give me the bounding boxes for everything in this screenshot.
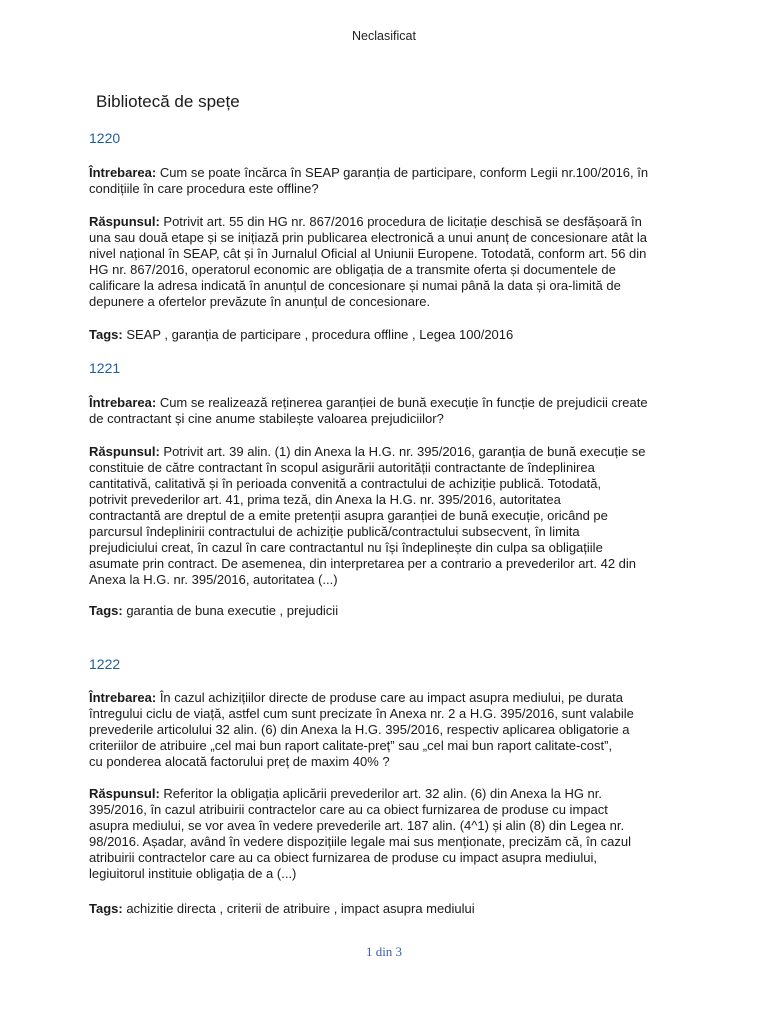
answer-line: HG nr. 867/2016, operatorul economic are obligația de a transmite oferta și documentele de xyxy=(89,262,616,277)
question-label: Întrebarea: xyxy=(89,690,157,705)
tags-list[interactable]: achizitie directa , criterii de atribuire , impact asupra mediului xyxy=(122,901,475,916)
answer-block xyxy=(89,786,681,882)
question-block xyxy=(89,690,681,770)
answer-line: calificare la adresa indicată în anunțul de concesionare și numai până la data și ora-limită de xyxy=(89,278,621,293)
tags-label: Tags: xyxy=(89,603,123,618)
tags-label: Tags: xyxy=(89,327,123,342)
answer-line: asupra mediului, se vor avea în vedere prevederile art. 187 alin. (4^1) și alin (8) din Legea nr. xyxy=(89,818,625,833)
answer-line: Răspunsul: Potrivit art. 55 din HG nr. 867/2016 procedura de licitație deschisă se desfășoară în xyxy=(89,214,642,229)
tags-block xyxy=(89,603,681,619)
answer-line: constituie de către contractant în scopul asigurării autorității contractante de îndeplinirea xyxy=(89,460,595,475)
answer-line: cantitativă, calitativă și în perioada convenită a contractului de achiziție publică. Totodată, xyxy=(89,476,602,491)
tags-block xyxy=(89,327,681,343)
question-line: condițiile în care procedura este offline? xyxy=(89,181,319,196)
answer-line: parcursul îndeplinirii contractului de achiziție publică/contractului subsecvent, în limita xyxy=(89,524,580,539)
answer-label: Răspunsul: xyxy=(89,214,160,229)
question-line: Întrebarea: Cum se realizează reținerea garanției de bună execuție în funcție de prejudicii create xyxy=(89,395,648,410)
answer-line: prejudiciului creat, în cazul în care contractantul nu își îndeplinește din culpa sa obligațiile xyxy=(89,540,603,555)
answer-line: contractantă are dreptul de a emite pretenții asupra garanției de bună execuție, oricând pe xyxy=(89,508,608,523)
question-label: Întrebarea: xyxy=(89,165,157,180)
answer-line: asumate prin contract. De asemenea, din interpretarea per a contrario a prevederilor art. 42 din xyxy=(89,556,637,571)
tags-line xyxy=(89,901,681,917)
answer-line: una sau două etape și se inițiază prin publicarea electronică a unui anunț de concesionare atât la xyxy=(89,230,647,245)
answer-line: nivel național în SEAP, cât și în Jurnalul Oficial al Uniunii Europene. Totodată, conform art. 56 din xyxy=(89,246,647,261)
answer-line: 98/2016. Așadar, având în vedere dispozițiile legale mai sus menționate, precizăm că, în cazul xyxy=(89,834,631,849)
tags-block xyxy=(89,901,681,917)
answer-line: legiuitorul instituie obligația de a (...) xyxy=(89,866,297,881)
question-line: criteriilor de atribuire „cel mai bun raport calitate-preț” sau „cel mai bun raport calitate-cost”, xyxy=(89,738,613,753)
answer-label: Răspunsul: xyxy=(89,786,160,801)
page-indicator: 1 din 3 xyxy=(365,944,403,959)
tags-line xyxy=(89,327,681,343)
answer-line: Anexa la H.G. nr. 395/2016, autoritatea (...) xyxy=(89,572,338,587)
question-block xyxy=(89,165,681,197)
question-block xyxy=(89,395,681,427)
question-line: întregului ciclu de viață, astfel cum sunt precizate în Anexa nr. 2 a H.G. 395/2016, sunt valabile xyxy=(89,706,634,721)
page-title: Bibliotecă de spețe xyxy=(96,92,240,111)
answer-label: Răspunsul: xyxy=(89,444,160,459)
answer-block xyxy=(89,444,681,588)
tags-line xyxy=(89,603,681,619)
entry-number[interactable]: 1220 xyxy=(89,130,121,146)
question-line: Întrebarea: În cazul achizițiilor directe de produse care au impact asupra mediului, pe durata xyxy=(89,690,624,705)
entry-number[interactable]: 1221 xyxy=(89,360,121,376)
answer-line: potrivit prevederilor art. 41, prima teză, din Anexa la H.G. nr. 395/2016, autoritatea xyxy=(89,492,561,507)
answer-line: 395/2016, în cazul atribuirii contractelor care au ca obiect furnizarea de produse cu impact xyxy=(89,802,608,817)
answer-line: Răspunsul: Referitor la obligația aplicării prevederilor art. 32 alin. (6) din Anexa la HG nr. xyxy=(89,786,603,801)
question-line: cu ponderea alocată factorului preț de maxim 40% ? xyxy=(89,754,390,769)
question-label: Întrebarea: xyxy=(89,395,157,410)
answer-line: depunere a ofertelor prevăzute în anunțul de concesionare. xyxy=(89,294,431,309)
entry-number[interactable]: 1222 xyxy=(89,656,121,672)
answer-line: Răspunsul: Potrivit art. 39 alin. (1) din Anexa la H.G. nr. 395/2016, garanția de bună execuție se xyxy=(89,444,646,459)
tags-label: Tags: xyxy=(89,901,123,916)
tags-list[interactable]: garantia de buna executie , prejudicii xyxy=(122,603,339,618)
question-line: prevederile articolului 32 alin. (6) din Anexa la H.G. 395/2016, respectiv aplicarea obligatorie a xyxy=(89,722,630,737)
classification-label: Neclasificat xyxy=(352,29,416,43)
answer-block xyxy=(89,214,681,310)
question-line: de contractant și cine anume stabilește valoarea prejudiciilor? xyxy=(89,411,444,426)
tags-list[interactable]: SEAP , garanția de participare , procedura offline , Legea 100/2016 xyxy=(122,327,514,342)
answer-line: atribuirii contractelor care au ca obiect furnizarea de produse cu impact asupra mediului, xyxy=(89,850,597,865)
question-line: Întrebarea: Cum se poate încărca în SEAP garanția de participare, conform Legii nr.100/2016, în xyxy=(89,165,649,180)
